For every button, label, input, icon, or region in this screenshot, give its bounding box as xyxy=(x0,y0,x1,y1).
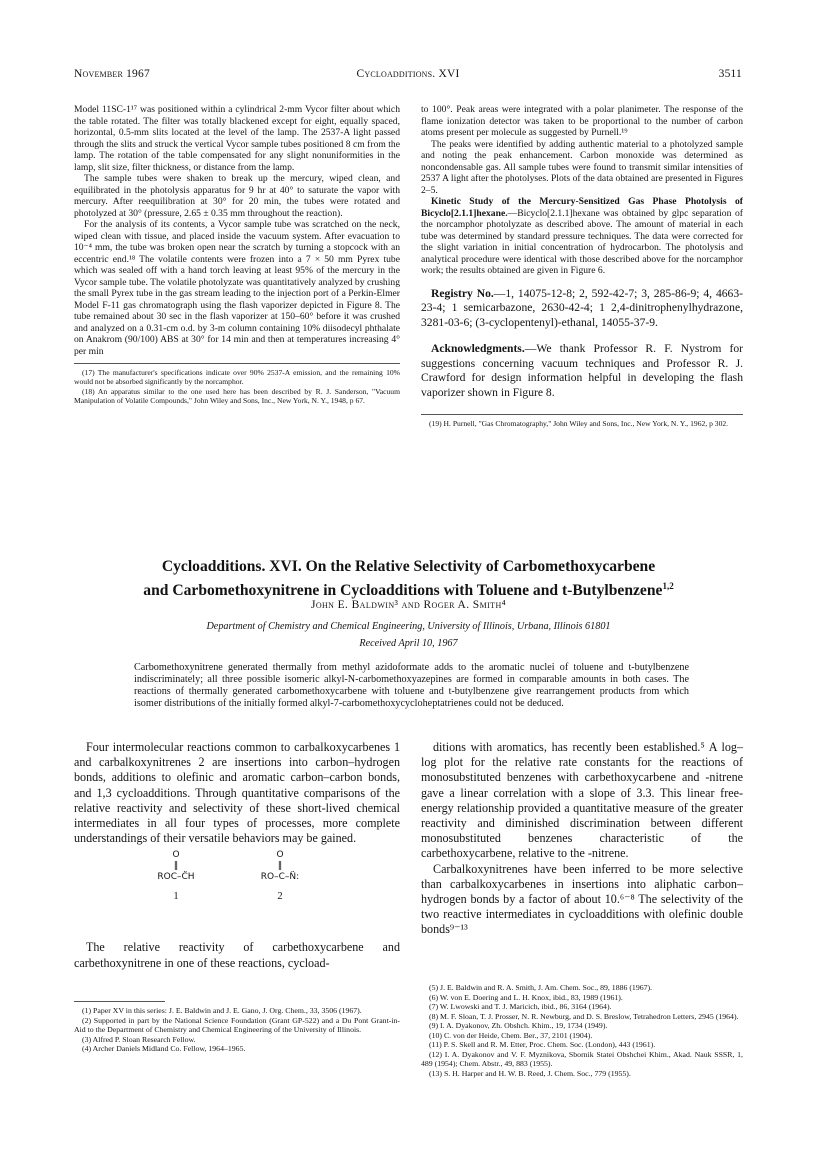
footnote: (19) H. Purnell, "Gas Chromatography," John Wiley and Sons, Inc., New York, N. Y., 1962, p 302. xyxy=(429,419,729,428)
paragraph: Four intermolecular reactions common to carbalkoxycarbenes 1 and carbalkoxynitrenes 2 are insertions into carbon–hydrogen bonds, additions to olefinic and aromatic carbon–carbon bonds, and 1,3 cycloadditions. Through quantitative comparisons of the relative reactivity and selectivity of these short-lived chemical intermediates in all four types of processes, more complete understandings of their versatile behaviors may be gained. xyxy=(74,740,400,846)
kinetic-text: —Bicyclo[2.1.1]hexane was obtained by glpc separation of the norcamphor photolyzate as described above. The amount of material in each tube was determined by standard pressure techniques. The data were corrected for the slight variation in initial concentration of hydrocarbon. The photolysis and analytical procedure were identical with those described above for the norcamphor work; the results obtained are given in Figure 6. xyxy=(421,207,743,276)
upper-left-column xyxy=(74,104,400,406)
header-date: November 1967 xyxy=(74,68,150,80)
footnote: (9) I. A. Dyakonov, Zh. Obshch. Khim., 19, 1734 (1949). xyxy=(429,1021,608,1030)
abstract: Carbomethoxynitrene generated thermally from methyl azidoformate adds to the aromatic nuclei of toluene and t-butylbenzene indiscriminately; all three possible isomeric alkyl-N-carbomethoxyazepines are formed in comparable amounts in both cases. The reactions of thermally generated carbomethoxycarbene with toluene and t-butylbenzene give rearrangement products from which isomer distributions of the initially formed alkyl-7-carbomethoxycycloheptatrienes could not be deduced. xyxy=(134,662,689,710)
paragraph: Carbalkoxynitrenes have been inferred to be more selective than carbalkoxycarbenes in insertions into aliphatic carbon–hydrogen bonds by a factor of about 10.⁶⁻⁸ The selectivity of the two reactive intermediates in cycloadditions with olefinic double bonds⁹⁻¹³ xyxy=(421,861,743,937)
footnote: (1) Paper XV in this series: J. E. Baldwin and J. E. Gano, J. Org. Chem., 33, 3506 (1967). xyxy=(82,1006,362,1015)
paragraph: to 100°. Peak areas were integrated with a polar planimeter. The response of the flame ionization detector was taken to be proportional to the number of carbon atoms present per molecule as suggested by Purnell.¹⁹ xyxy=(421,104,743,138)
acknowledgments-text: —We thank Professor R. F. Nystrom for suggestions concerning vacuum techniques and Professor R. J. Crawford for design information helpful in developing the flash vaporizer shown in Figure 8. xyxy=(421,342,743,399)
footnote-divider xyxy=(74,363,400,364)
footnote: (17) The manufacturer's specifications indicate over 90% 2537-A emission, and the remaining 10% would not be absorbed significantly by the norcamphor. xyxy=(74,368,400,387)
lower-left-footnotes xyxy=(74,1001,400,1054)
registry-paragraph xyxy=(421,287,743,331)
upper-right-column xyxy=(421,104,743,428)
lower-left-column xyxy=(74,740,400,971)
authors: John E. Baldwin³ and Roger A. Smith⁴ xyxy=(310,599,507,611)
structure-number: 1 xyxy=(173,891,179,903)
footnote: (12) I. A. Dyakonov and V. F. Myznikova, Sbornik Statei Obshchei Khim., Akad. Nauk SSSR, 1, 489 (1954); Chem. Abstr., 49, 883 (1955). xyxy=(421,1049,743,1068)
paragraph: ditions with aromatics, has recently been established.⁵ A log–log plot for the relative rate constants for the reactions of monosubstituted benzenes with carbethoxycarbene and -nitrene gave a linear correlation with a slope of 3.3. This linear free-energy relationship provided a quantitative measure of the greater reactivity and diminished discrimination between different monosubstituted benzenes characteristic of the carbethoxycarbene, relative to the -nitrene. xyxy=(421,740,743,861)
footnote: (6) W. von E. Doering and L. H. Knox, ibid., 83, 1989 (1961). xyxy=(429,992,623,1002)
footnote-divider xyxy=(74,1001,165,1002)
acknowledgments-paragraph xyxy=(421,342,743,400)
footnote: (13) S. H. Harper and H. W. B. Reed, J. Chem. Soc., 779 (1955). xyxy=(429,1068,631,1078)
affiliation: Department of Chemistry and Chemical Engineering, University of Illinois, Urbana, Illinois 61801 xyxy=(206,621,611,632)
lower-right-footnotes xyxy=(421,983,743,1078)
title-line-1: Cycloadditions. XVI. On the Relative Selectivity of Carbomethoxycarbene xyxy=(161,558,656,575)
structure-formula: ROC–C̈H xyxy=(157,872,195,883)
footnote: (7) W. Lwowski and T. J. Maricich, ibid., 86, 3164 (1964). xyxy=(429,1002,612,1011)
structure-number: 2 xyxy=(277,891,283,903)
footnote-divider xyxy=(421,414,743,415)
received-date: Received April 10, 1967 xyxy=(359,638,458,649)
header-running-title: Cycloadditions. XVI xyxy=(356,68,460,80)
footnotes xyxy=(421,419,743,428)
footnote: (5) J. E. Baldwin and R. A. Smith, J. Am. Chem. Soc., 89, 1886 (1967). xyxy=(429,983,653,992)
paragraph: The peaks were identified by adding authentic material to a photolyzed sample and noting the peak enhancement. Carbon monoxide was determined as noncondensable gas. All sample tubes were found to transmit similar intensities of 2537 A light after the photolyses. Plots of the data obtained are presented in Figures 2–5. xyxy=(421,138,743,196)
paragraph xyxy=(421,196,743,277)
structure-oxygen: O xyxy=(172,850,180,861)
structure-formula: RO–C–N̈: xyxy=(260,872,300,883)
footnote: (2) Supported in part by the National Science Foundation (Grant GP-522) and a Du Pont Grant-in-Aid to the Department of Chemistry and Chemical Engineering of the University of Illinois. xyxy=(74,1015,400,1034)
footnote: (10) C. von der Heide, Chem. Ber., 37, 2101 (1904). xyxy=(429,1030,593,1040)
structure-carbalkoxynitrene xyxy=(240,850,320,902)
paragraph: The sample tubes were shaken to break up the mercury, wiped clean, and equilibrated in the photolysis apparatus for 9 hr at 40° to saturate the vapor with mercury. After reequilibration at 30° for 20 min, the tubes were rotated and photolyzed at 30° (pressure, 2.65 ± 0.35 mm throughout the reaction). xyxy=(74,173,400,219)
footnote: (8) M. F. Sloan, T. J. Prosser, N. R. Newburg, and D. S. Breslow, Tetrahedron Letters, 2945 (1964). xyxy=(429,1011,739,1021)
chemical-structures xyxy=(74,850,400,936)
header-page-number: 3511 xyxy=(718,68,742,80)
footnote: (3) Alfred P. Sloan Research Fellow. xyxy=(82,1034,196,1044)
acknowledgments-heading: Acknowledgments. xyxy=(431,342,525,355)
lower-right-column xyxy=(421,740,743,938)
registry-text: —1, 14075-12-8; 2, 592-42-7; 3, 285-86-9; 4, 4663-23-4; 1 semicarbazone, 2630-42-4; 1 2,4-dinitrophenylhydrazone, 3281-03-6; (3-cyclopentenyl)-ethanal, 14055-37-9. xyxy=(421,286,743,329)
footnotes xyxy=(74,368,400,406)
paragraph: Model 11SC-1¹⁷ was positioned within a cylindrical 2-mm Vycor filter about which the table rotated. The filter was totally blackened except for eight, equally spaced, horizontal, 0.5-mm slits located at the level of the lamp. The 2537-A light passed through the slits and struck the vertical Vycor sample tubes positioned 8 cm from the lamp. The rotation of the table compensated for any slight nonuniformities in the lamp, slit size, filter thickness, or distance from the lamp. xyxy=(74,104,400,173)
footnote: (18) An apparatus similar to the one used here has been described by R. J. Sanderson, "Vacuum Manipulation of Volatile Compounds," John Wiley and Sons, Inc., New York, N. Y., 1948, p 67. xyxy=(74,386,400,406)
structure-oxygen: O xyxy=(276,850,284,861)
kinetic-heading: Kinetic Study of the Mercury-Sensitized Gas Phase Photolysis of Bicyclo[2.1.1]hexane. xyxy=(421,196,743,219)
title-superscript: 1,2 xyxy=(662,580,674,591)
page-header xyxy=(74,68,742,84)
registry-heading: Registry No. xyxy=(431,286,494,300)
article-title xyxy=(74,557,743,600)
title-line-2: and Carbomethoxynitrene in Cycloadditions with Toluene and t-Butylbenzene xyxy=(143,581,663,599)
paragraph: The relative reactivity of carbethoxycarbene and carbethoxynitrene in one of these reactions, cycload- xyxy=(74,940,400,970)
structure-double-bond: ‖ xyxy=(173,861,179,872)
structure-carbalkoxycarbene xyxy=(146,850,206,902)
footnote: (4) Archer Daniels Midland Co. Fellow, 1964–1965. xyxy=(82,1044,246,1053)
paragraph: For the analysis of its contents, a Vycor sample tube was scratched on the neck, wiped clean with tissue, and placed inside the vacuum system. After evacuation to 10⁻⁴ mm, the tube was broken open near the scratch by turning a stopcock with an eccentric end.¹⁸ The volatile contents were frozen into a 7 × 50 mm Pyrex tube which was sealed off with a hand torch leaving at least 95% of the mercury in the Vycor sample tube. The volatile photolyzate was quantitatively analyzed by crushing the small Pyrex tube in the gas stream leading to the injection port of a Perkin-Elmer Model F-11 gas chromatograph using the flash vaporizer depicted in Figure 8. The tube remained about 30 sec in the flash vaporizer at 150–60° before it was crushed and analyzed on a 0.31-cm o.d. by 3-m column containing 10% diisodecyl phthalate on Anakrom (90/100) ABS at 30° for 14 min and then at temperatures increasing 4° per min xyxy=(74,219,400,357)
title-line-2-wrap xyxy=(74,577,743,601)
footnote: (11) P. S. Skell and R. M. Etter, Proc. Chem. Soc. (London), 443 (1961). xyxy=(429,1040,656,1049)
structure-double-bond: ‖ xyxy=(277,861,283,872)
